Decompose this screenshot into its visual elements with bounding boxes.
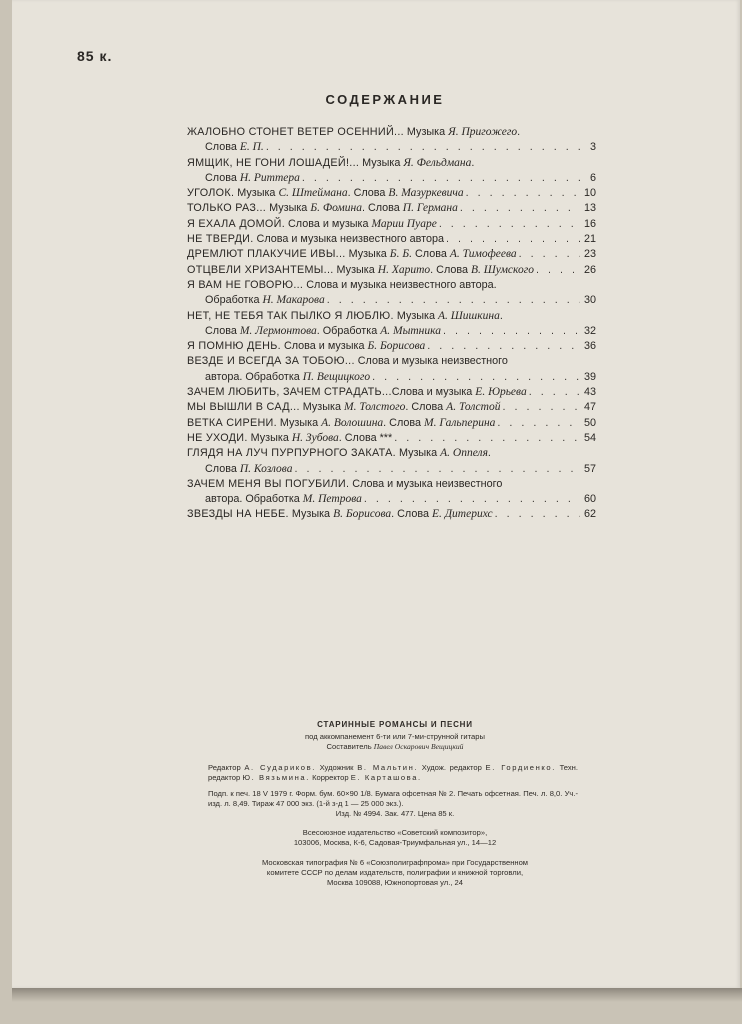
toc-entry (187, 431, 596, 446)
imprint-block (200, 720, 590, 889)
toc-entry-title: ОТЦВЕЛИ ХРИЗАНТЕМЫ... (187, 263, 334, 276)
toc-leader-dots (529, 385, 580, 400)
toc-entry-credit-name: Я. Фельдмана (403, 156, 472, 169)
toc-heading: СОДЕРЖАНИЕ (325, 92, 445, 107)
imprint-credits (200, 763, 590, 783)
toc-entry-credit-text: . (499, 309, 503, 322)
toc-entry-credit-text: Слова и музыка неизвестного автора. (303, 278, 497, 291)
toc-entry (187, 247, 596, 262)
toc-entry-title: НЕ УХОДИ. (187, 431, 248, 444)
toc-entry-page-number: 50 (583, 416, 596, 429)
toc-entry-credit-text: Обработка (205, 294, 263, 307)
toc-entry-credit-text: Музыка (359, 156, 404, 169)
toc-entry-page-number: 54 (583, 431, 596, 444)
toc-entry (187, 278, 596, 309)
toc-entry-credit-name: А. Толстой (446, 401, 501, 414)
toc-entry (187, 217, 596, 232)
toc-entry-page-number: 39 (583, 370, 596, 383)
toc-entry-credit-name: Е. П. (239, 141, 264, 154)
toc-entry-credit-name: М. Лермонтова (239, 324, 317, 337)
toc-entry-credit-name: М. Гальперина (424, 416, 496, 429)
toc-leader-dots (466, 186, 580, 201)
toc-entry-credit-text: . (487, 447, 491, 460)
toc-entry-credit-text: Музыка (276, 416, 322, 429)
corrector-name: Е. Карташова. (350, 772, 422, 782)
toc-entry-credit-text: Слова (205, 141, 240, 154)
toc-leader-dots (327, 293, 580, 308)
toc-entry-credit-text: Музыка (393, 309, 439, 322)
toc-entry (187, 339, 596, 354)
toc-entry-credit-name: Н. Зубова (291, 431, 339, 444)
toc-entry-credit-text: . Обработка (316, 324, 381, 337)
art-editor-name: Е. Гордиенко. (485, 762, 556, 772)
art-editor-label: Худож. редактор (421, 762, 482, 772)
toc-entry-credit-text: Слова и музыка неизвестного (354, 355, 508, 368)
toc-leader-dots (519, 247, 580, 262)
toc-entry-title: Я ЕХАЛА ДОМОЙ. (187, 217, 285, 230)
toc-entry-title: ЯМЩИК, НЕ ГОНИ ЛОШАДЕЙ!... (187, 156, 360, 169)
toc-leader-dots (446, 232, 580, 247)
toc-entry-title: ВЕЗДЕ И ВСЕГДА ЗА ТОБОЮ... (187, 355, 355, 368)
imprint-subtitle: под аккомпанемент 6-ти или 7-ми-струнной гитары (305, 732, 485, 742)
toc-entry-credit-text: . Слова (361, 202, 403, 215)
toc-entry-page-number: 57 (583, 462, 596, 475)
toc-entry-title: ДРЕМЛЮТ ПЛАКУЧИЕ ИВЫ... (187, 248, 346, 261)
toc-entry-credit-text: Музыка (299, 401, 344, 414)
toc-entry (187, 385, 596, 400)
toc-entry (187, 309, 596, 340)
toc-leader-dots (372, 370, 580, 385)
toc-entry-credit-text: . Слова (383, 416, 425, 429)
tech-editor-name: Ю. Вязьмина. (242, 772, 310, 782)
toc-entry-title: ЗВЕЗДЫ НА НЕБЕ. (187, 508, 289, 521)
toc-entry-credit-text: Слова и музыка (280, 340, 368, 353)
toc-entry (187, 507, 596, 522)
toc-entry-credit-text: Музыка (345, 248, 390, 261)
toc-entry-credit-text: Слова (205, 324, 240, 337)
toc-leader-dots (536, 263, 580, 278)
toc-entry-credit-text: автора. Обработка (205, 493, 303, 506)
toc-entry-credit-name: Б. Б. (389, 248, 412, 261)
toc-entry-credit-text: . (471, 156, 475, 169)
toc-entry-credit-name: Марии Пуаре (371, 217, 437, 230)
tech-editor-label: Техн. редактор (208, 762, 578, 782)
toc-entry (187, 446, 596, 477)
toc-entry-page-number: 43 (583, 386, 596, 399)
toc-entry (187, 232, 596, 247)
toc-entry-credit-text: Музыка (288, 508, 334, 521)
compiler-name: Павел Оскарович Вещицкий (373, 742, 464, 752)
toc-entry-credit-text: автора. Обработка (205, 370, 303, 383)
toc-entry-title: ЗАЧЕМ ЛЮБИТЬ, ЗАЧЕМ СТРАДАТЬ... (187, 386, 392, 399)
toc-entry-credit-text: . Слова (347, 187, 389, 200)
toc-entry-credit-name: В. Шумского (471, 263, 534, 276)
toc-entry-credit-text: Музыка (247, 431, 292, 444)
toc-entry-page-number: 6 (589, 171, 596, 184)
toc-entry-title: ВЕТКА СИРЕНИ. (187, 416, 277, 429)
toc-entry-page-number: 3 (589, 141, 596, 154)
toc-entry-title: ЗАЧЕМ МЕНЯ ВЫ ПОГУБИЛИ. (187, 477, 350, 490)
toc-entry-credit-text: Музыка (395, 447, 441, 460)
toc-leader-dots (302, 171, 580, 186)
toc-entry-credit-text: Слова (412, 248, 450, 261)
toc-entry-credit-name: Н. Риттера (239, 171, 300, 184)
toc-leader-dots (460, 201, 580, 216)
toc-entry-credit-text: . Слова (405, 401, 447, 414)
toc-entry-page-number: 26 (583, 263, 596, 276)
toc-leader-dots (294, 462, 580, 477)
artist-name: В. Мальтин. (357, 762, 419, 772)
toc-entry-page-number: 13 (583, 202, 596, 215)
toc-entry-credit-name: С. Штеймана (278, 187, 348, 200)
toc-entry-credit-name: Я. Пригожего (448, 126, 518, 138)
toc-entry-credit-text: Музыка (403, 126, 449, 138)
artist-label: Художник (319, 762, 354, 772)
printer-line-2: комитете СССР по делам издательств, полиграфии и книжной торговли, (266, 868, 524, 878)
toc-entry-title: ГЛЯДЯ НА ЛУЧ ПУРПУРНОГО ЗАКАТА. (187, 447, 396, 460)
toc-entry-credit-name: П. Вещицкого (302, 370, 371, 383)
toc-entry-credit-text: . Слова (391, 508, 432, 521)
imprint-book-title: СТАРИННЫЕ РОМАНСЫ И ПЕСНИ (317, 720, 473, 729)
toc-entry (187, 416, 596, 431)
toc-entry-credit-text: Музыка (266, 202, 311, 215)
toc-entry-credit-name: Б. Фомина (310, 202, 362, 215)
toc-entry-credit-text: Слова и музыка неизвестного (349, 477, 503, 490)
toc-entry (187, 186, 596, 201)
editor-name: А. Судариков. (244, 762, 316, 772)
toc-entry (187, 201, 596, 216)
toc-leader-dots (266, 140, 580, 155)
publisher-name: Всесоюзное издательство «Советский композитор», (302, 827, 488, 837)
toc-entry-credit-text: . (517, 126, 521, 138)
toc-entry-page-number: 21 (583, 233, 596, 246)
toc-entry-credit-name: М. Петрова (302, 493, 362, 506)
toc-leader-dots (497, 416, 580, 431)
toc-leader-dots (495, 507, 580, 522)
toc-entry (187, 125, 596, 156)
compiler-label: Составитель (326, 742, 372, 752)
toc-entry (187, 400, 596, 415)
toc-entry-credit-text: . Слова *** (338, 431, 393, 444)
imprint-order-price: Изд. № 4994. Зак. 477. Цена 85 к. (335, 809, 455, 819)
toc-leader-dots (439, 217, 580, 232)
toc-entry-credit-name: А. Мытника (380, 324, 441, 337)
publisher-address: 103006, Москва, К-6, Садовая-Триумфальная ул., 14—12 (293, 837, 497, 847)
toc-entry-credit-text: Слова и музыка (285, 217, 372, 230)
toc-leader-dots (427, 339, 580, 354)
imprint-tech-details: Подп. к печ. 18 V 1979 г. Форм. бум. 60×90 1/8. Бумага офсетная № 2. Печать офсетная. Печ. л. 8,0. Уч.-изд. л. 8,49. Тираж 47 000 экз. (1-й з-д 1 — 25 000 экз.). (208, 789, 578, 809)
toc-entry-title: НЕ ТВЕРДИ. (187, 233, 254, 246)
toc-entry-page-number: 60 (583, 493, 596, 506)
toc-entry-credit-text: Музыка (234, 187, 279, 200)
page-edge-shadow (12, 988, 742, 1024)
toc-entry-credit-text: Слова и музыка (391, 386, 476, 399)
toc-entry-page-number: 30 (583, 294, 596, 307)
toc-entry-credit-text: . Слова (430, 263, 471, 276)
toc-entry (187, 477, 596, 508)
toc-entry-credit-name: А. Волошина (321, 416, 384, 429)
toc-entry-title: УГОЛОК. (187, 187, 235, 200)
toc-entry (187, 156, 596, 187)
toc-entry-credit-name: А. Оппеля (440, 447, 488, 460)
toc-entry-title: ТОЛЬКО РАЗ... (187, 202, 267, 215)
imprint-compiler (200, 742, 590, 752)
price-label: 85 к. (77, 48, 113, 64)
toc-entry-credit-text: Слова и музыка неизвестного автора (253, 233, 444, 246)
editor-label: Редактор (208, 762, 241, 772)
toc-entry-credit-name: Е. Дитерихс (431, 508, 493, 521)
corrector-label: Корректор (312, 772, 349, 782)
toc-entry-title: Я ВАМ НЕ ГОВОРЮ... (187, 278, 304, 291)
toc-leader-dots (364, 492, 580, 507)
toc-entry-credit-name: Н. Макарова (262, 294, 325, 307)
toc-entry-credit-name: Н. Харито (377, 263, 431, 276)
toc-entry-credit-text: Музыка (333, 263, 378, 276)
toc-entry-title: МЫ ВЫШЛИ В САД... (187, 401, 300, 414)
toc-entry-title: Я ПОМНЮ ДЕНЬ. (187, 340, 281, 353)
table-of-contents (187, 125, 596, 523)
toc-entry-credit-name: В. Мазуркевича (388, 187, 464, 200)
printer-line-3: Москва 109088, Южнопортовая ул., 24 (326, 878, 463, 888)
toc-entry-page-number: 10 (583, 187, 596, 200)
toc-entry-title: ЖАЛОБНО СТОНЕТ ВЕТЕР ОСЕННИЙ... (187, 126, 404, 138)
toc-leader-dots (502, 400, 580, 415)
toc-entry-credit-name: В. Борисова (333, 508, 392, 521)
toc-entry (187, 263, 596, 278)
toc-entry-page-number: 36 (583, 340, 596, 353)
toc-entry-credit-name: П. Германа (402, 202, 458, 215)
toc-entry-credit-name: Б. Борисова (367, 340, 426, 353)
toc-entry-credit-name: А. Шишкина (438, 309, 500, 322)
toc-entry-page-number: 16 (583, 217, 596, 230)
toc-entry (187, 354, 596, 385)
toc-entry-page-number: 23 (583, 248, 596, 261)
toc-entry-credit-name: Е. Юрьева (475, 386, 527, 399)
toc-leader-dots (394, 431, 580, 446)
printer-line-1: Московская типография № 6 «Союзполиграфпрома» при Государственном (261, 858, 529, 868)
toc-entry-page-number: 47 (583, 401, 596, 414)
toc-entry-credit-text: Слова (205, 462, 240, 475)
toc-entry-credit-name: П. Козлова (239, 462, 293, 475)
toc-entry-title: НЕТ, НЕ ТЕБЯ ТАК ПЫЛКО Я ЛЮБЛЮ. (187, 309, 394, 322)
toc-entry-page-number: 32 (583, 324, 596, 337)
toc-entry-page-number: 62 (583, 508, 596, 521)
toc-leader-dots (443, 324, 580, 339)
toc-entry-credit-name: А. Тимофеева (449, 248, 517, 261)
toc-entry-credit-name: М. Толстого (344, 401, 406, 414)
toc-entry-credit-text: Слова (205, 171, 240, 184)
